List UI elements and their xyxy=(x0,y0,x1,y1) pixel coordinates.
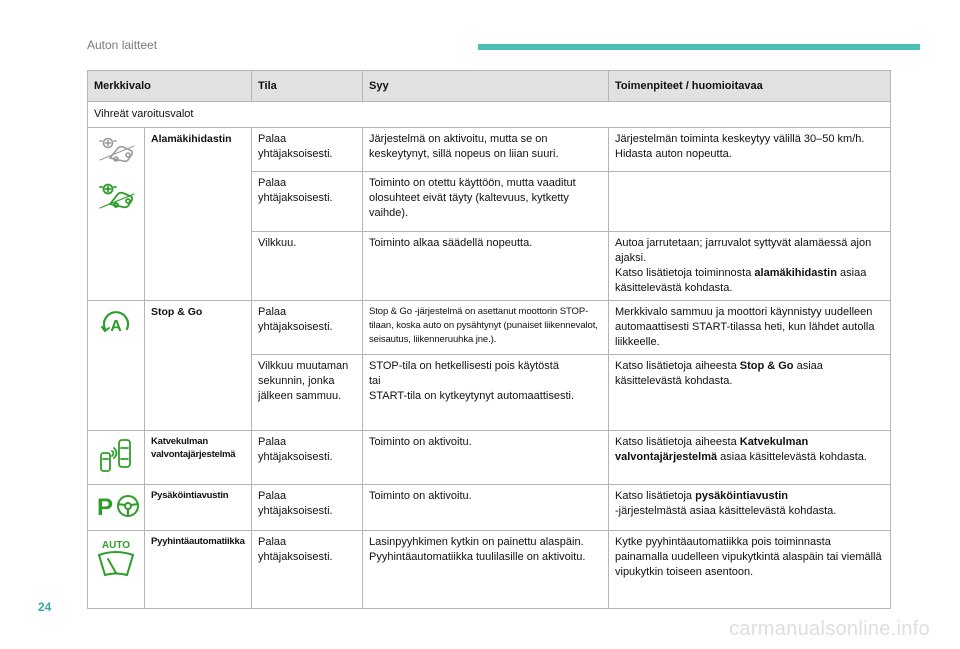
cause-cell: Toiminto alkaa säädellä nopeutta. xyxy=(363,232,609,301)
cause-cell: Stop & Go -järjestelmä on asettanut moottorin STOP-tilaan, koska auto on pysähtynyt (punaiset liikennevalot, seisautus, liikenneruuhka jne.). xyxy=(363,301,609,355)
action-text-bold: alamäkihidastin xyxy=(754,267,837,279)
hill-descent-icon-cell xyxy=(88,128,145,301)
action-text: Katso lisätietoja xyxy=(615,490,696,502)
watermark: carmanualsonline.info xyxy=(729,618,930,640)
group-row xyxy=(88,102,891,128)
state-cell: Palaa yhtäjaksoisesti. xyxy=(252,128,363,172)
col-header-cause: Syy xyxy=(363,71,609,102)
auto-wiper-name: Pyyhintäautomatiikka xyxy=(145,531,252,609)
park-assist-icon xyxy=(94,491,138,521)
blind-spot-icon-cell xyxy=(88,431,145,485)
svg-text:P: P xyxy=(97,494,114,521)
cause-cell: Toiminto on aktivoitu. xyxy=(363,431,609,485)
state-cell: Palaa yhtäjaksoisesti. xyxy=(252,172,363,232)
auto-wiper-icon-cell xyxy=(88,531,145,609)
table-row xyxy=(88,531,891,609)
action-cell xyxy=(609,172,891,232)
cause-cell: Toiminto on otettu käyttöön, mutta vaaditut olosuhteet eivät täyty (kaltevuus, kytketty vaihde). xyxy=(363,172,609,232)
table-row xyxy=(88,485,891,531)
action-text: -järjestelmästä asiaa käsittelevästä kohdasta. xyxy=(615,505,837,517)
action-cell: Merkkivalo sammuu ja moottori käynnistyy uudelleen automaattisesti START-tilassa heti, kun lähdet autolla liikkeelle. xyxy=(609,301,891,355)
blind-spot-icon xyxy=(94,437,138,473)
page-number: 24 xyxy=(38,600,52,614)
cause-cell: Toiminto on aktivoitu. xyxy=(363,485,609,531)
cause-cell: Järjestelmä on aktivoitu, mutta se on keskeytynyt, sillä nopeus on liian suuri. xyxy=(363,128,609,172)
action-cell: Järjestelmän toiminta keskeytyy välillä 30–50 km/h. Hidasta auton nopeutta. xyxy=(609,128,891,172)
warning-lights-table xyxy=(87,70,891,609)
stop-go-name: Stop & Go xyxy=(145,301,252,431)
header-accent-bar xyxy=(478,44,920,50)
table-row xyxy=(88,128,891,172)
group-label: Vihreät varoitusvalot xyxy=(88,102,891,128)
action-text-bold: Katvekulman valvontajärjestelmä xyxy=(615,436,809,463)
state-cell: Palaa yhtäjaksoisesti. xyxy=(252,301,363,355)
hill-descent-icon xyxy=(94,180,138,210)
action-cell xyxy=(609,485,891,531)
action-cell: Kytke pyyhintäautomatiikka pois toiminnasta painamalla uudelleen vipukytkintä alaspäin tai viemällä vipukytkin toiseen asentoon. xyxy=(609,531,891,609)
section-title: Auton laitteet xyxy=(87,38,158,52)
stop-start-icon xyxy=(94,307,138,339)
auto-label: AUTO xyxy=(101,540,131,551)
state-cell: Vilkkuu muutaman sekunnin, jonka jälkeen sammuu. xyxy=(252,355,363,431)
col-header-action: Toimenpiteet / huomioitavaa xyxy=(609,71,891,102)
stop-start-icon-cell xyxy=(88,301,145,431)
table-row xyxy=(88,301,891,355)
action-text: Katso lisätietoja aiheesta xyxy=(615,360,740,372)
col-header-state: Tila xyxy=(252,71,363,102)
park-assist-name: Pysäköintiavustin xyxy=(145,485,252,531)
state-cell: Palaa yhtäjaksoisesti. xyxy=(252,531,363,609)
col-header-indicator: Merkkivalo xyxy=(88,71,252,102)
auto-wiper-icon xyxy=(94,537,138,581)
hill-descent-name: Alamäkihidastin xyxy=(145,128,252,301)
action-text: Katso lisätietoja aiheesta xyxy=(615,436,740,448)
state-cell: Palaa yhtäjaksoisesti. xyxy=(252,485,363,531)
action-text-bold: pysäköintiavustin xyxy=(695,490,789,502)
action-cell xyxy=(609,355,891,431)
blind-spot-name: Katvekulman valvontajärjestelmä xyxy=(145,431,252,485)
state-cell: Palaa yhtäjaksoisesti. xyxy=(252,431,363,485)
park-assist-icon-cell xyxy=(88,485,145,531)
action-text: asiaa käsittelevästä kohdasta. xyxy=(615,267,867,294)
action-text-bold: Stop & Go xyxy=(739,360,794,372)
table-row xyxy=(88,431,891,485)
hill-descent-gray-icon xyxy=(94,134,138,164)
cause-cell: Lasinpyyhkimen kytkin on painettu alaspäin. Pyyhintäautomatiikka tuulilasille on aktivoitu. xyxy=(363,531,609,609)
state-cell: Vilkkuu. xyxy=(252,232,363,301)
action-text: Autoa jarrutetaan; jarruvalot syttyvät alamäessä ajon ajaksi. Katso lisätietoja toiminnosta xyxy=(615,237,872,279)
svg-text:A: A xyxy=(110,318,122,335)
cause-cell: STOP-tila on hetkellisesti pois käytöstä tai START-tila on kytkeytynyt automaattisesti. xyxy=(363,355,609,431)
action-cell xyxy=(609,232,891,301)
action-text: asiaa käsittelevästä kohdasta. xyxy=(717,451,867,463)
action-text: asiaa käsittelevästä kohdasta. xyxy=(615,360,823,387)
action-cell xyxy=(609,431,891,485)
table-header-row xyxy=(88,71,891,102)
